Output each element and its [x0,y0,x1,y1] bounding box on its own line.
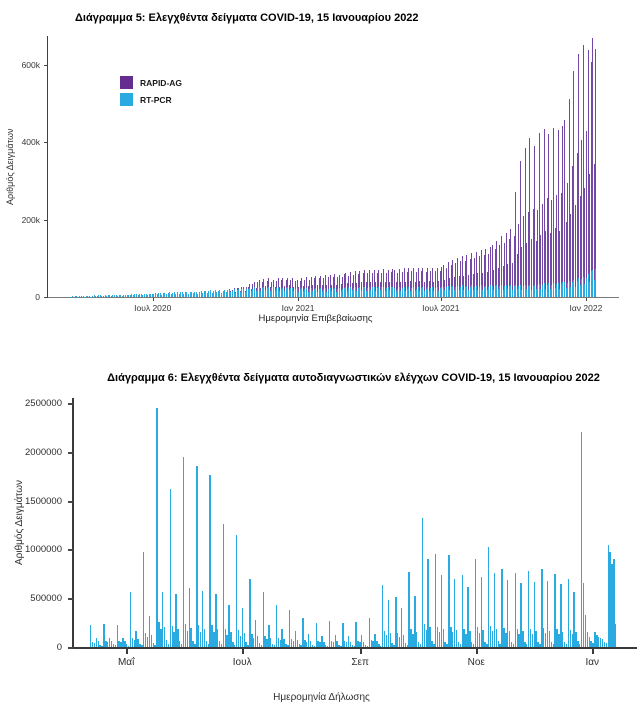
y-tick-label: 0 [35,292,40,302]
bar [196,466,197,647]
x-tick-mark [476,649,478,654]
x-tick-label: Ιαν [585,657,600,668]
y-tick-label: 1500000 [25,495,62,507]
y-tick-label: 400k [21,137,40,148]
x-axis-title: Ημερομηνία Επιβεβαίωσης [258,313,373,324]
y-tick-label: 0 [56,642,62,653]
bar [254,282,255,288]
y-axis-title: Αριθμός Δειγμάτων [14,479,25,566]
bar [183,457,184,647]
bar [156,408,157,647]
y-tick-mark [44,142,48,143]
x-tick-label: Ιουλ 2021 [422,303,460,313]
legend-label: RT-PCR [140,94,172,105]
y-tick-mark [68,452,73,454]
x-tick-mark [360,649,362,654]
x-tick-mark [441,298,442,301]
bar [268,278,269,287]
legend-swatch [120,76,133,89]
x-tick-mark [586,298,587,301]
legend-item [120,91,182,108]
x-tick-label: Ιαν 2022 [569,303,603,313]
bar [615,624,616,647]
y-tick-label: 600k [21,60,40,70]
x-tick-mark [592,649,594,654]
y-tick-label: 200k [21,214,40,225]
bar [238,288,239,289]
chart-title: Διάγραμμα 6: Ελεγχθέντα δείγματα αυτοδιαγνωστικών ελέγχων COVID-19, 15 Ιανουαρίου 2022 [107,372,600,384]
x-axis-ticks [90,647,617,673]
legend-item [120,74,182,91]
x-tick-label: Ιουλ [232,657,252,668]
x-tick-label: Νοε [467,657,485,668]
legend-swatch [120,93,133,106]
x-tick-mark [242,649,244,654]
bar [170,489,171,647]
y-tick-mark [68,549,73,551]
bar [595,49,596,269]
bar [209,475,210,647]
y-tick-mark [68,647,73,649]
legend-label: RAPID-AG [140,77,183,88]
y-tick-mark [44,297,48,298]
y-axis-ticks [21,36,49,302]
plot-area [25,397,637,668]
y-tick-mark [68,598,73,600]
y-tick-mark [68,403,73,405]
bar [243,287,244,289]
bar [249,284,250,287]
bar [259,280,260,287]
x-tick-label: Ιαν 2021 [281,303,315,313]
y-tick-mark [68,501,73,503]
y-axis-title: Αριθμός Δειγμάτων [5,128,15,205]
x-tick-mark [153,298,154,301]
legend [120,74,182,108]
y-tick-label: 500000 [30,593,62,605]
y-tick-label: 2000000 [25,446,62,458]
y-tick-mark [44,220,48,221]
y-axis-ticks [25,397,75,653]
bar [234,288,235,289]
x-tick-mark [126,649,128,654]
x-tick-label: Μαΐ [117,657,135,668]
x-tick-label: Ιουλ 2020 [134,303,172,313]
chart-covid-samples [0,0,640,355]
bar [595,269,596,297]
x-tick-label: Σεπ [351,657,369,668]
y-tick-label: 2500000 [25,397,62,409]
chart-selftest-samples [0,355,640,727]
x-axis-title: Ημερομηνία Δήλωσης [273,692,370,703]
bars-layer [90,398,617,647]
y-tick-label: 1000000 [25,544,62,556]
x-tick-mark [298,298,299,301]
chart-title: Διάγραμμα 5: Ελεγχθέντα δείγματα COVID-19, 15 Ιανουαρίου 2022 [75,12,419,24]
y-tick-mark [44,65,48,66]
